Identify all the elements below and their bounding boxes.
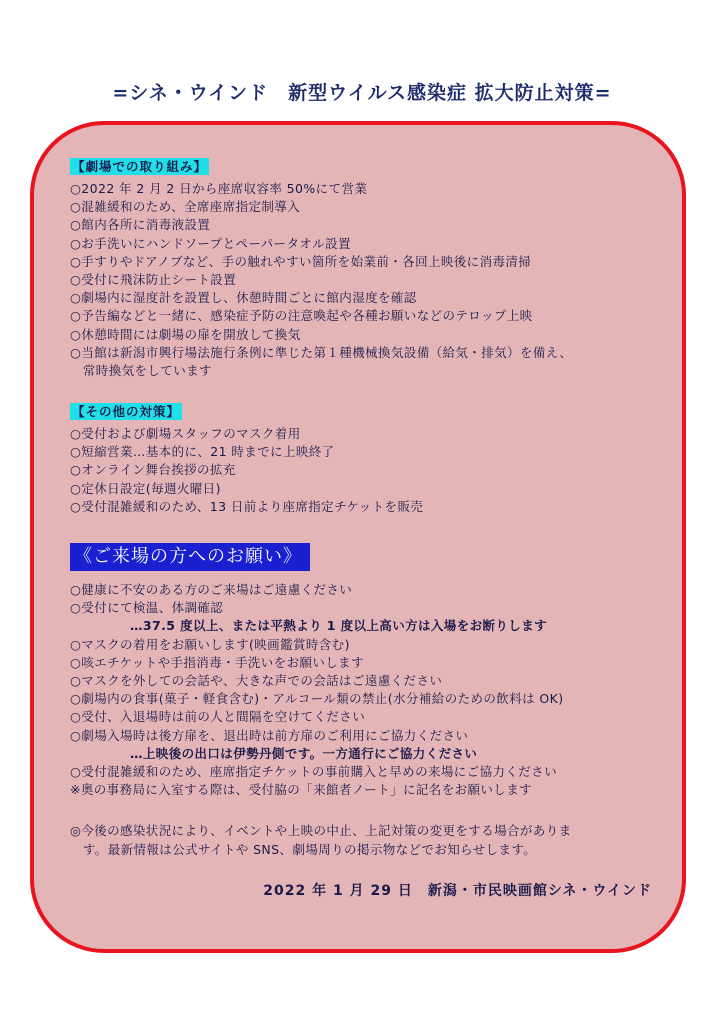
list-item: ○短縮営業…基本的に、21 時までに上映終了	[70, 444, 335, 460]
list-item: ○2022 年 2 月 2 日から座席収容率 50%にて営業	[70, 181, 368, 196]
list-item: ○受付混雑緩和のため、13 日前より座席指定チケットを販売	[70, 498, 424, 514]
list-item: 常時換気をしています	[70, 363, 212, 378]
list-item: す。最新情報は公式サイトや SNS、劇場周りの掲示物などでお知らせします。	[70, 842, 537, 857]
list-item: ○劇場内の食事(菓子・軽食含む)・アルコール類の禁止(水分補給のための飲料は OK)	[70, 691, 564, 707]
request-banner: 《ご来場の方へのお願い》	[70, 543, 310, 571]
list-item: ○受付混雑緩和のため、座席指定チケットの事前購入と早めの来場にご協力ください	[70, 764, 557, 779]
section-header-theater: 【劇場での取り組み】	[72, 159, 208, 174]
section-header-other: 【その他の対策】	[72, 404, 181, 419]
list-item: ○劇場内に湿度計を設置し、休憩時間ごとに館内湿度を確認	[70, 290, 417, 306]
list-item: ※奥の事務局に入室する際は、受付脇の「来館者ノート」に記名をお願いします	[70, 782, 532, 798]
footer-date-signature: 2022 年 1 月 29 日 新潟・市民映画館シネ・ウインド	[263, 883, 652, 899]
list-item: ○定休日設定(毎週火曜日)	[70, 480, 221, 496]
list-item: ○受付にて検温、体調確認	[70, 600, 224, 616]
list-item: ○お手洗いにハンドソープとペーパータオル設置	[70, 235, 351, 251]
list-item: ○混雑緩和のため、全席座席指定制導入	[70, 199, 301, 215]
list-item: …上映後の出口は伊勢丹側です。一方通行にご協力ください	[130, 745, 478, 761]
list-item: ○手すりやドアノブなど、手の触れやすい箇所を始業前・各回上映後に消毒清掃	[70, 253, 532, 269]
list-item: ○受付に飛沫防止シート設置	[70, 272, 237, 287]
list-item: ○当館は新潟市興行場法施行条例に準じた第１種機械換気設備（給気・排気）を備え、	[70, 344, 573, 360]
list-item: …37.5 度以上、または平熱より 1 度以上高い方は入場をお断りします	[130, 618, 547, 634]
list-item: ○予告編などと一緒に、感染症予防の注意喚起や各種お願いなどのテロップ上映	[70, 308, 533, 324]
list-item: ○健康に不安のある方のご来場はご遠慮ください	[70, 582, 353, 597]
list-item: ○館内各所に消毒液設置	[70, 217, 211, 233]
list-item: ○休憩時間には劇場の扉を開放して換気	[70, 326, 301, 342]
list-item: ○オンライン舞台挨拶の拡充	[70, 462, 236, 478]
list-item: ○咳エチケットや手指消毒・手洗いをお願いします	[70, 654, 364, 670]
list-item: ◎今後の感染状況により、イベントや上映の中止、上記対策の変更をする場合がありま	[70, 823, 572, 838]
page-title: =シネ・ウインド 新型ウイルス感染症 拡大防止対策=	[112, 82, 612, 104]
list-item: ○受付および劇場スタッフのマスク着用	[70, 426, 301, 441]
list-item: ○受付、入退場時は前の人と間隔を空けてください	[70, 709, 366, 725]
list-item: ○劇場入場時は後方扉を、退出時は前方扉のご利用にご協力ください	[70, 727, 469, 743]
list-item: ○マスクの着用をお願いします(映画鑑賞時含む)	[70, 636, 350, 652]
list-item: ○マスクを外しての会話や、大きな声での会話はご遠慮ください	[70, 673, 443, 688]
